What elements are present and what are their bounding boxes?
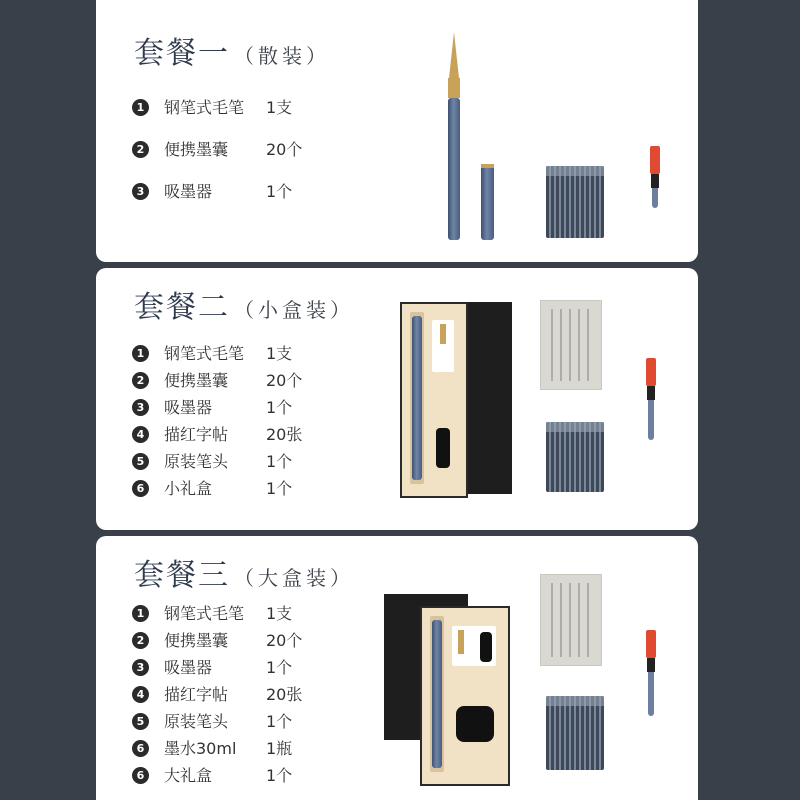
item-number-badge: 3 — [132, 183, 149, 200]
item-number-badge: 1 — [132, 605, 149, 622]
item-quantity: 1支 — [266, 98, 293, 117]
item-quantity: 1个 — [266, 452, 293, 471]
item-quantity: 1个 — [266, 712, 293, 731]
item-name: 吸墨器 — [164, 398, 213, 417]
item-quantity: 1个 — [266, 479, 293, 498]
package-title-text: 套餐一 — [134, 36, 230, 71]
item-number-badge: 1 — [132, 345, 149, 362]
package-title — [134, 28, 330, 72]
item-name: 便携墨囊 — [164, 631, 229, 650]
item-number-badge: 6 — [132, 480, 149, 497]
item-name: 便携墨囊 — [164, 140, 229, 159]
package-title-text: 套餐二 — [134, 290, 230, 325]
item-number-badge: 4 — [132, 686, 149, 703]
item-quantity: 20张 — [266, 685, 303, 704]
item-number-badge: 2 — [132, 632, 149, 649]
item-number-badge: 6 — [132, 767, 149, 784]
item-number-badge: 4 — [132, 426, 149, 443]
package-card-2 — [96, 268, 698, 530]
item-name: 吸墨器 — [164, 182, 213, 201]
item-quantity: 1个 — [266, 182, 293, 201]
ink-cartridges-image — [546, 696, 604, 770]
item-quantity: 20个 — [266, 371, 303, 390]
item-name: 钢笔式毛笔 — [164, 604, 245, 623]
item-name: 大礼盒 — [164, 766, 213, 785]
item-name: 吸墨器 — [164, 658, 213, 677]
copybook-image — [540, 574, 602, 666]
item-quantity: 1瓶 — [266, 739, 293, 758]
item-quantity: 1个 — [266, 766, 293, 785]
item-quantity: 1个 — [266, 398, 293, 417]
item-quantity: 20个 — [266, 631, 303, 650]
package-title-text: 套餐三 — [134, 558, 230, 593]
item-number-badge: 6 — [132, 740, 149, 757]
item-name: 描红字帖 — [164, 685, 229, 704]
package-subtitle: （大盒装） — [234, 566, 354, 590]
item-name: 原装笔头 — [164, 452, 229, 471]
item-number-badge: 2 — [132, 372, 149, 389]
item-name: 钢笔式毛笔 — [164, 344, 245, 363]
item-number-badge: 5 — [132, 453, 149, 470]
item-quantity: 1个 — [266, 658, 293, 677]
package-subtitle: （小盒装） — [234, 298, 354, 322]
package-title — [134, 282, 354, 326]
copybook-image — [540, 300, 602, 390]
package-title — [134, 550, 354, 594]
item-number-badge: 5 — [132, 713, 149, 730]
item-number-badge: 3 — [132, 659, 149, 676]
item-name: 原装笔头 — [164, 712, 229, 731]
item-name: 钢笔式毛笔 — [164, 98, 245, 117]
item-name: 描红字帖 — [164, 425, 229, 444]
package-card-1 — [96, 0, 698, 262]
ink-cartridges-image — [546, 166, 604, 238]
item-number-badge: 2 — [132, 141, 149, 158]
item-number-badge: 3 — [132, 399, 149, 416]
item-quantity: 1支 — [266, 604, 293, 623]
package-subtitle: （散装） — [234, 44, 330, 68]
item-name: 便携墨囊 — [164, 371, 229, 390]
item-name: 墨水30ml — [164, 739, 237, 758]
item-quantity: 20张 — [266, 425, 303, 444]
item-name: 小礼盒 — [164, 479, 213, 498]
ink-cartridges-image — [546, 422, 604, 492]
item-number-badge: 1 — [132, 99, 149, 116]
package-card-3 — [96, 536, 698, 800]
item-quantity: 1支 — [266, 344, 293, 363]
item-quantity: 20个 — [266, 140, 303, 159]
